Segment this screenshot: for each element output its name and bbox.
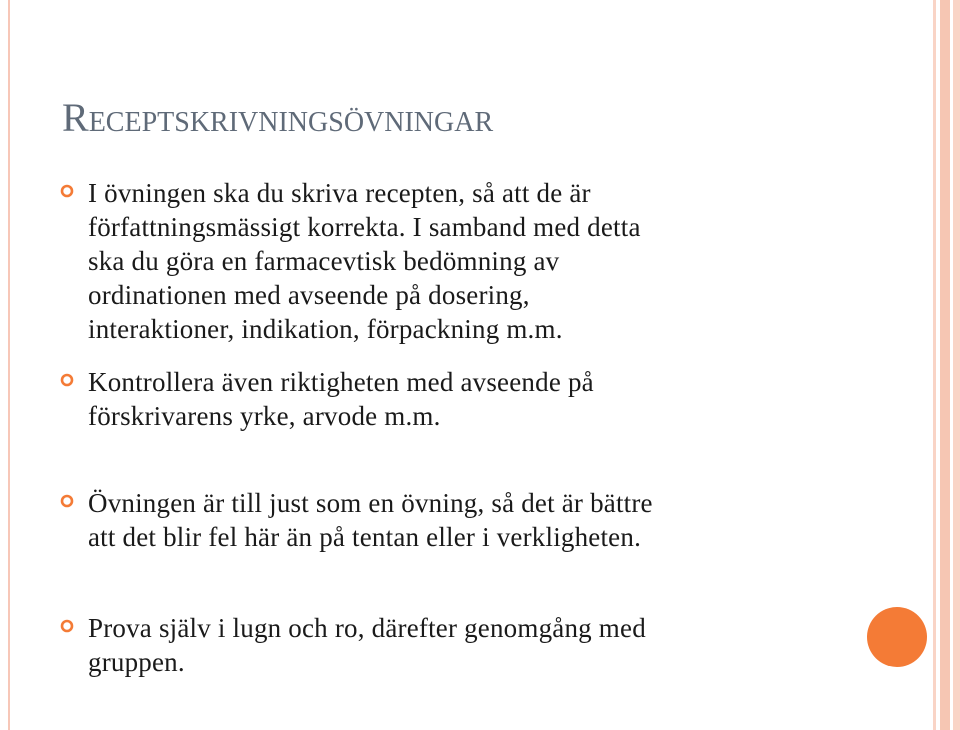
bullet-line: förskrivarens yrke, arvode m.m.	[88, 401, 441, 431]
bullet-line: att det blir fel här än på tentan eller i verkligheten.	[88, 522, 642, 552]
bullet-text	[88, 176, 641, 346]
bullet-item	[60, 365, 820, 433]
bullet-line: Kontrollera även riktigheten med avseende på	[88, 367, 594, 397]
bullet-line: gruppen.	[88, 647, 185, 677]
bullet-line: ska du göra en farmacevtisk bedömning av	[88, 246, 560, 276]
bullet-line: Prova själv i lugn och ro, därefter genomgång med	[88, 613, 646, 643]
bullet-ring-icon	[60, 619, 74, 633]
bullet-line: I övningen ska du skriva recepten, så att de är	[88, 178, 591, 208]
bullet-text	[88, 486, 653, 554]
left-decorative-rule	[8, 0, 10, 730]
bullet-ring-icon	[60, 373, 74, 387]
bullet-line: Övningen är till just som en övning, så det är bättre	[88, 488, 653, 518]
orange-circle-decoration	[867, 607, 927, 667]
bullet-item	[60, 176, 820, 346]
bullet-line: författningsmässigt korrekta. I samband med detta	[88, 212, 641, 242]
right-decorative-band	[928, 0, 960, 730]
bullet-item	[60, 611, 820, 679]
bullet-line: interaktioner, indikation, förpackning m.m.	[88, 314, 563, 344]
slide-title	[62, 95, 494, 140]
bullet-ring-icon	[60, 494, 74, 508]
title-rest: ECEPTSKRIVNINGSÖVNINGAR	[88, 107, 494, 138]
bullet-line: ordinationen med avseende på dosering,	[88, 280, 530, 310]
bullet-item	[60, 486, 820, 554]
bullet-text	[88, 611, 646, 679]
title-initial: R	[62, 95, 89, 140]
bullet-ring-icon	[60, 184, 74, 198]
bullet-text	[88, 365, 594, 433]
